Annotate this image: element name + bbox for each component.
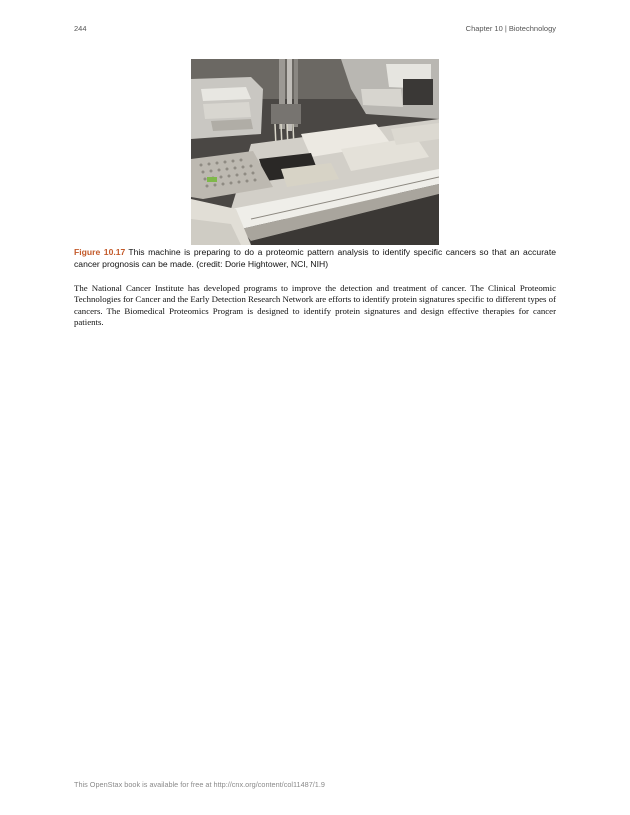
page-number: 244 [74,24,87,33]
chapter-title: Chapter 10 | Biotechnology [465,24,556,33]
body-paragraph: The National Cancer Institute has developed programs to improve the detection and treatment of cancer. The Clinical Proteomic Technologies for Cancer and the Early Detection Research Network are efforts to identify protein signatures specific to different types of cancers. The Biomedical Proteomics Program is designed to identify protein signatures and design effective therapies for cancer patients. [74,283,556,328]
figure-label: Figure 10.17 [74,247,126,257]
figure-caption [74,246,556,270]
footer-note: This OpenStax book is available for free at http://cnx.org/content/col11487/1.9 [74,780,325,789]
figure-caption-text: This machine is preparing to do a proteomic pattern analysis to identify specific cancers so that an accurate cancer prognosis can be made. (credit: Dorie Hightower, NCI, NIH) [74,247,557,269]
figure-photo [191,59,439,245]
